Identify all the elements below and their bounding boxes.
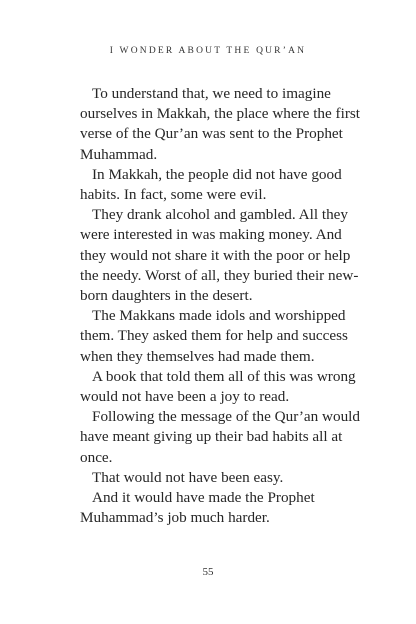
body-text — [80, 84, 370, 528]
paragraph-2: In Makkah, the people did not have good habits. In fact, some were evil. — [80, 165, 342, 204]
paragraph-3: They drank alcohol and gambled. All they were interested in was making money. And they would not share it with the poor or help the needy. Worst of all, they buried their new-born daughters in the desert. — [80, 206, 359, 305]
paragraph-5: A book that told them all of this was wrong would not have been a joy to read. — [80, 367, 356, 406]
paragraph-7: That would not have been easy. — [92, 468, 284, 486]
paragraph-8: And it would have made the Prophet Muhammad’s job much harder. — [80, 489, 315, 527]
paragraph-6: Following the message of the Qur’an would have meant giving up their bad habits all at once. — [80, 408, 360, 466]
page-number: 55 — [202, 566, 214, 578]
paragraph-1: To understand that, we need to imagine ourselves in Makkah, the place where the first verse of the Qur’an was sent to the Prophet Muhammad. — [80, 85, 361, 163]
running-head: I WONDER ABOUT THE QUR’AN — [109, 46, 307, 56]
paragraph-4: The Makkans made idols and worshipped them. They asked them for help and success when they themselves had made them. — [80, 307, 348, 365]
